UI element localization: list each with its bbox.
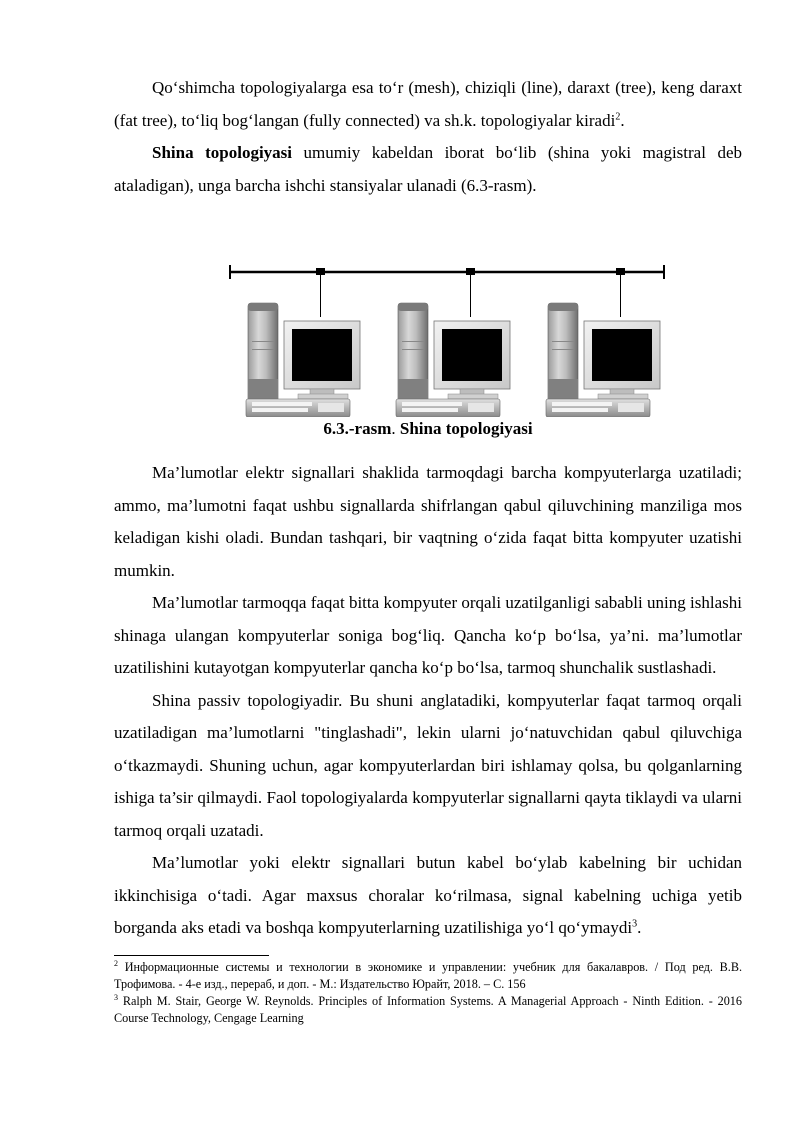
footnote-ref-2[interactable]: 2 [615, 110, 621, 122]
term-bus-topology: Shina topologiyasi [152, 143, 293, 162]
footnote-mark: 2 [114, 958, 118, 968]
bus-cable [230, 265, 664, 279]
tower-unit [548, 303, 578, 403]
footnote-text: Ralph M. Stair, George W. Reynolds. Principles of Information Systems. A Managerial Approach - Ninth Edition. - 2016 Course Technology, Cengage Learning [114, 993, 742, 1025]
keyboard [396, 399, 500, 417]
bus-connector [616, 268, 625, 275]
monitor [284, 321, 360, 399]
paragraph-end: . [637, 918, 642, 937]
footnote-3 [114, 993, 742, 1027]
footnote-2 [114, 959, 742, 993]
computer-1 [246, 268, 360, 417]
paragraph-text: Ma’lumotlar tarmoqqa faqat bitta kompyuter orqali uzatilganligi sababli uning ishlashi shinaga ulangan kompyuterlar soniga bog‘liq. Qancha ko‘p bo‘lsa, ya’ni. ma’lumotlar uzatilishini kutayotgan kompyuterlar qancha ko‘p bo‘lsa, tarmoq shunchalik sustlashadi. [114, 593, 742, 677]
footnote-mark: 3 [114, 992, 118, 1002]
computer-2 [396, 268, 510, 417]
bus-topology-diagram [114, 221, 742, 417]
paragraph-text: Ma’lumotlar yoki elektr signallari butun kabel bo‘ylab kabelning bir uchidan ikkinchisiga o‘tadi. Agar maxsus choralar ko‘rilmasa, signal kabelning uchiga yetib borganda aks etadi va boshqa kompyuterlarning uzatilishiga yo‘l qo‘ymaydi [114, 853, 742, 937]
bus-connector [316, 268, 325, 275]
keyboard [246, 399, 350, 417]
monitor [434, 321, 510, 399]
caption-separator: . [391, 419, 400, 438]
footnote-ref-3[interactable]: 3 [632, 918, 638, 930]
paragraph-bus-topology-definition [114, 137, 742, 202]
tower-unit [398, 303, 428, 403]
figure-caption [114, 417, 742, 441]
bus-connector [466, 268, 475, 275]
paragraph-text: Ma’lumotlar elektr signallari shaklida tarmoqdagi barcha kompyuterlarga uzatiladi; ammo, ma’lumotni faqat ushbu signallarda shifrlangan qabul qiluvchining manziliga mos keladigan kishi oladi. Bundan tashqari, bir vaqtning o‘zida faqat bitta kompyuter uzatishi mumkin. [114, 463, 742, 580]
paragraph-text: Qo‘shimcha topologiyalarga esa to‘r (mesh), chiziqli (line), daraxt (tree), keng daraxt (fat tree), to‘liq bog‘langan (fully connected) va sh.k. topologiyalar kiradi [114, 78, 742, 130]
tower-unit [248, 303, 278, 403]
paragraph-performance [114, 587, 742, 685]
caption-title: Shina topologiyasi [399, 419, 533, 438]
footnote-text: Информационные системы и технологии в экономике и управлении: учебник для бакалавров. / Под ред. В.В. Трофимова. - 4-е изд., перераб, и доп. - М.: Издательство Юрайт, 2018. – С. 156 [114, 959, 742, 991]
paragraph-text: Shina passiv topologiyadir. Bu shuni anglatadiki, kompyuterlar faqat tarmoq orqali uzatiladigan ma’lumotlarni "tinglashadi", lekin ularni jo‘natuvchidan qabul qiluvchiga o‘tkazmaydi. Shuning uchun, agar kompyuterlardan biri ishlamay qolsa, bu qolganlarning ishiga ta’sir qilmaydi. Faol topologiyalarda kompyuterlar signallarni qayta tiklaydi va ularni tarmoq orqali uzatadi. [114, 690, 742, 840]
computer-3 [546, 268, 660, 417]
paragraph-text: umumiy kabeldan iborat bo‘lib (shina yoki magistral deb ataladigan), unga barcha ishchi stansiyalar ulanadi (6.3-rasm). [114, 143, 742, 195]
keyboard [546, 399, 650, 417]
paragraph-passive-topology [114, 685, 742, 848]
paragraph-signal-transmission [114, 457, 742, 587]
monitor [584, 321, 660, 399]
paragraph-additional-topologies [114, 72, 742, 137]
paragraph-end: . [620, 110, 625, 130]
bus-topology-figure [114, 221, 742, 417]
footnote-divider [114, 955, 269, 956]
caption-number: 6.3.-rasm [323, 419, 392, 438]
document-page [114, 72, 742, 1027]
paragraph-signal-reflection [114, 847, 742, 945]
